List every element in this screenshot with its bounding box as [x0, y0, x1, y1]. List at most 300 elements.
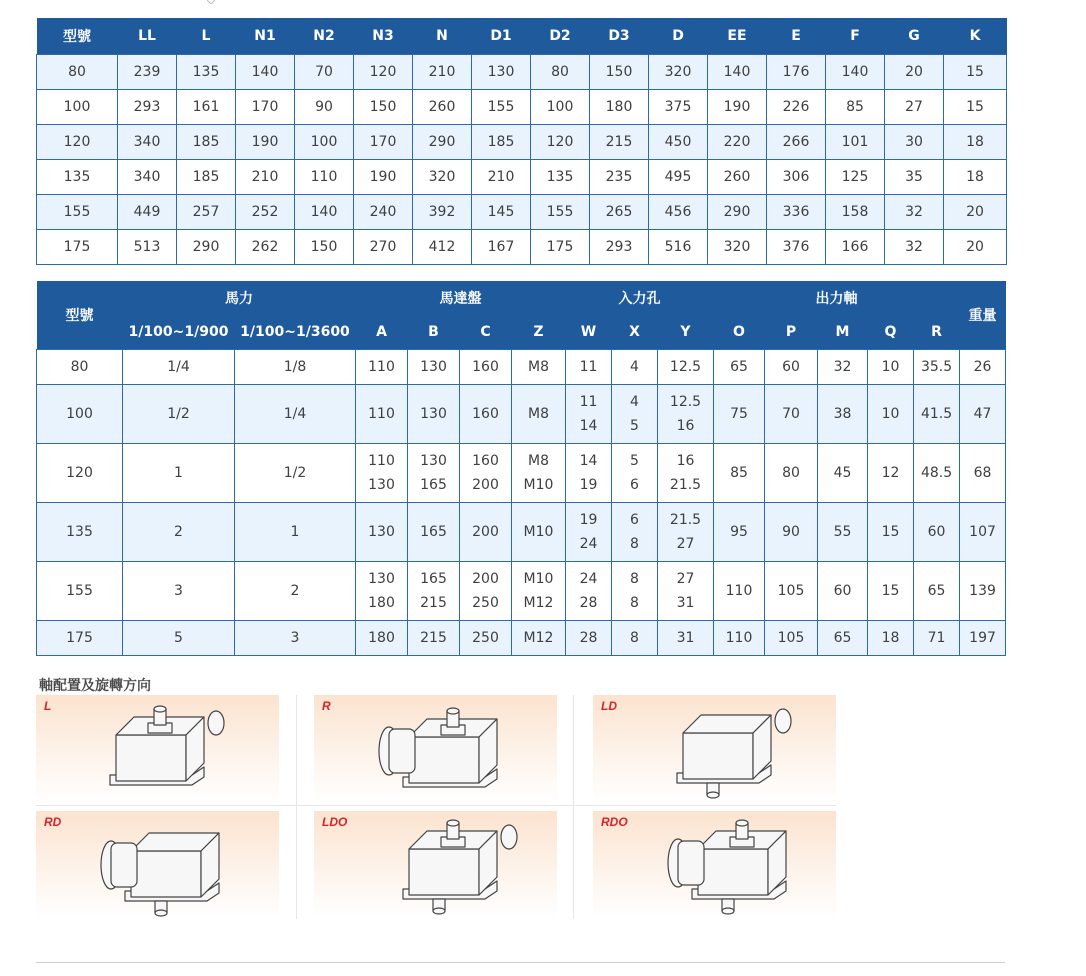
table-cell: 70 — [295, 55, 354, 90]
table-cell: 176 — [767, 55, 826, 90]
column-header: LL — [118, 18, 177, 55]
table-cell: 30 — [885, 125, 944, 160]
table-row — [37, 562, 1006, 621]
cell-line: 19 — [579, 477, 598, 493]
table-cell: 120 — [354, 55, 413, 90]
column-header: Q — [868, 315, 914, 350]
table-cell — [356, 621, 408, 656]
table-cell: 85 — [714, 444, 765, 503]
cell-line: 200 — [472, 524, 499, 540]
table-cell: 260 — [413, 90, 472, 125]
dimension-table-header — [37, 18, 1007, 55]
table-cell: 260 — [708, 160, 767, 195]
cell-line: M8 — [528, 406, 549, 422]
table-cell: 456 — [649, 195, 708, 230]
table-cell: 71 — [914, 621, 960, 656]
table-cell: 5 — [123, 621, 235, 656]
table-row — [37, 125, 1007, 160]
table-cell: 41.5 — [914, 385, 960, 444]
table-cell: 120 — [37, 125, 118, 160]
table-cell: 15 — [944, 90, 1007, 125]
cell-line: M10 — [523, 571, 554, 587]
table-cell: 3 — [235, 621, 356, 656]
config-label: R — [322, 699, 331, 713]
table-cell — [612, 385, 658, 444]
table-cell: 135 — [37, 503, 123, 562]
table-cell: 18 — [944, 125, 1007, 160]
cell-line: 165 — [420, 477, 447, 493]
table-cell: 516 — [649, 230, 708, 265]
table-cell — [612, 444, 658, 503]
table-cell: 125 — [826, 160, 885, 195]
config-tile-LDO — [314, 811, 557, 919]
cell-line: 6 — [630, 477, 639, 493]
table-cell: 210 — [472, 160, 531, 195]
table-cell: 180 — [590, 90, 649, 125]
cell-line: 160 — [472, 406, 499, 422]
table-cell: 1/8 — [235, 350, 356, 385]
table-cell: 239 — [118, 55, 177, 90]
column-header: B — [408, 315, 460, 350]
table-row — [37, 55, 1007, 90]
table-cell — [408, 562, 460, 621]
table-row — [37, 90, 1007, 125]
cell-line: 5 — [630, 418, 639, 434]
table-cell: 376 — [767, 230, 826, 265]
table-cell: 60 — [765, 350, 818, 385]
table-cell: 60 — [818, 562, 868, 621]
cell-line: 130 — [420, 406, 447, 422]
cell-line: 16 — [676, 453, 695, 469]
table-cell — [566, 621, 612, 656]
table-cell: 60 — [914, 503, 960, 562]
table-cell: 197 — [960, 621, 1006, 656]
table-cell: 170 — [354, 125, 413, 160]
header-motor-plate: 馬達盤 — [356, 281, 566, 315]
table-cell — [612, 350, 658, 385]
column-header: D2 — [531, 18, 590, 55]
column-header: N3 — [354, 18, 413, 55]
column-header: K — [944, 18, 1007, 55]
table-cell: 2 — [123, 503, 235, 562]
table-cell: 412 — [413, 230, 472, 265]
table-cell — [408, 621, 460, 656]
cell-line: 21.5 — [669, 512, 702, 528]
table-cell: 101 — [826, 125, 885, 160]
table-cell — [658, 503, 714, 562]
table-cell — [460, 385, 512, 444]
table-cell — [566, 444, 612, 503]
column-header: N — [413, 18, 472, 55]
table-cell: 85 — [826, 90, 885, 125]
column-header: A — [356, 315, 408, 350]
table-cell: 167 — [472, 230, 531, 265]
table-cell: 265 — [590, 195, 649, 230]
cell-line: 250 — [472, 630, 499, 646]
table-cell — [356, 350, 408, 385]
table-cell: 175 — [531, 230, 590, 265]
config-label: LDO — [322, 815, 348, 829]
table-cell: 190 — [354, 160, 413, 195]
table-cell: 47 — [960, 385, 1006, 444]
table-cell — [566, 503, 612, 562]
column-header: X — [612, 315, 658, 350]
table-cell: 210 — [413, 55, 472, 90]
column-header: Z — [512, 315, 566, 350]
cell-line: 19 — [579, 512, 598, 528]
table-cell: 48.5 — [914, 444, 960, 503]
header-weight: 重量 — [960, 281, 1006, 350]
table-cell: 95 — [714, 503, 765, 562]
header-input-hole: 入力孔 — [566, 281, 714, 315]
column-header: N1 — [236, 18, 295, 55]
table-cell: 130 — [472, 55, 531, 90]
column-header: E — [767, 18, 826, 55]
table-cell: 18 — [868, 621, 914, 656]
cell-line: 24 — [579, 571, 598, 587]
config-tile-RD — [36, 811, 279, 919]
table-cell: 20 — [885, 55, 944, 90]
column-header: D1 — [472, 18, 531, 55]
cell-line: 110 — [368, 453, 395, 469]
table-cell — [512, 562, 566, 621]
column-header: 1/100~1/3600 — [235, 315, 356, 350]
dimension-table — [36, 18, 1007, 265]
table-row — [37, 621, 1006, 656]
table-row — [37, 350, 1006, 385]
table-cell — [408, 350, 460, 385]
table-cell: 150 — [590, 55, 649, 90]
table-row — [37, 503, 1006, 562]
table-cell — [460, 350, 512, 385]
table-cell: 392 — [413, 195, 472, 230]
table-cell: 1/2 — [123, 385, 235, 444]
table-row — [37, 195, 1007, 230]
table-cell: 27 — [885, 90, 944, 125]
column-header: Y — [658, 315, 714, 350]
table-cell — [460, 503, 512, 562]
table-cell: 105 — [765, 562, 818, 621]
table-cell: 20 — [944, 230, 1007, 265]
column-header: P — [765, 315, 818, 350]
table-cell: 140 — [236, 55, 295, 90]
table-cell: 1 — [235, 503, 356, 562]
table-cell: 240 — [354, 195, 413, 230]
table-cell: 340 — [118, 125, 177, 160]
table-cell: 110 — [714, 562, 765, 621]
table-cell — [658, 444, 714, 503]
table-cell: 220 — [708, 125, 767, 160]
column-header: 1/100~1/900 — [123, 315, 235, 350]
table-cell — [512, 350, 566, 385]
table-cell — [512, 385, 566, 444]
table-cell: 10 — [868, 385, 914, 444]
column-header: C — [460, 315, 512, 350]
table-cell: 170 — [236, 90, 295, 125]
table-cell — [460, 562, 512, 621]
table-row — [37, 385, 1006, 444]
table-cell: 290 — [177, 230, 236, 265]
table-cell: 320 — [708, 230, 767, 265]
cell-line: 27 — [676, 571, 695, 587]
column-header: O — [714, 315, 765, 350]
table-cell: 10 — [868, 350, 914, 385]
cell-line: 130 — [368, 571, 395, 587]
table-cell: 252 — [236, 195, 295, 230]
table-cell: 1/2 — [235, 444, 356, 503]
table-cell: 120 — [531, 125, 590, 160]
cell-line: 200 — [472, 477, 499, 493]
cell-line: 6 — [630, 512, 639, 528]
table-cell: 100 — [37, 90, 118, 125]
cell-line: M10 — [523, 477, 554, 493]
cell-line: 31 — [676, 595, 695, 611]
table-cell: 262 — [236, 230, 295, 265]
table-cell — [512, 444, 566, 503]
table-cell: 68 — [960, 444, 1006, 503]
cell-line: 12.5 — [669, 394, 702, 410]
header-horsepower: 馬力 — [123, 281, 356, 315]
table-cell: 12 — [868, 444, 914, 503]
cell-line: 215 — [420, 630, 447, 646]
header-model: 型號 — [37, 281, 123, 350]
cell-line: 160 — [472, 453, 499, 469]
table-cell: 290 — [708, 195, 767, 230]
top-notch-icon — [207, 0, 215, 4]
table-cell: 1/4 — [123, 350, 235, 385]
table-cell: 336 — [767, 195, 826, 230]
table-cell: 135 — [37, 160, 118, 195]
table-cell — [612, 621, 658, 656]
table-cell: 139 — [960, 562, 1006, 621]
table-cell: 340 — [118, 160, 177, 195]
table-cell: 32 — [818, 350, 868, 385]
table-cell: 100 — [295, 125, 354, 160]
cell-line: 180 — [368, 595, 395, 611]
table-cell: 18 — [944, 160, 1007, 195]
table-cell: 90 — [295, 90, 354, 125]
config-tile-RDO — [593, 811, 836, 919]
cell-line: 31 — [676, 630, 695, 646]
table-cell: 161 — [177, 90, 236, 125]
table-cell: 35.5 — [914, 350, 960, 385]
gearbox-R-icon — [314, 695, 557, 803]
table-cell: 270 — [354, 230, 413, 265]
table-cell: 120 — [37, 444, 123, 503]
table-cell: 375 — [649, 90, 708, 125]
table-cell: 80 — [37, 350, 123, 385]
table-cell: 190 — [236, 125, 295, 160]
table-cell: 100 — [37, 385, 123, 444]
column-header: EE — [708, 18, 767, 55]
config-grid — [36, 695, 836, 919]
cell-line: 8 — [630, 595, 639, 611]
column-header: N2 — [295, 18, 354, 55]
table-cell — [460, 621, 512, 656]
table-cell — [566, 562, 612, 621]
table-cell: 293 — [590, 230, 649, 265]
cell-line: 110 — [368, 406, 395, 422]
table-cell: 65 — [914, 562, 960, 621]
table-cell — [658, 385, 714, 444]
gearbox-RDO-icon — [593, 811, 836, 919]
table-cell: 3 — [123, 562, 235, 621]
column-header: D — [649, 18, 708, 55]
cell-line: 16 — [676, 418, 695, 434]
cell-line: 215 — [420, 595, 447, 611]
cell-line: 14 — [579, 418, 598, 434]
cell-line: 110 — [368, 359, 395, 375]
table-cell: 70 — [765, 385, 818, 444]
config-section-title: 軸配置及旋轉方向 — [39, 678, 151, 694]
table-cell: 215 — [590, 125, 649, 160]
table-cell: 235 — [590, 160, 649, 195]
cell-line: 130 — [420, 453, 447, 469]
cell-line: 24 — [579, 536, 598, 552]
table-cell: 290 — [413, 125, 472, 160]
cell-line: 130 — [420, 359, 447, 375]
bottom-divider — [36, 962, 1005, 963]
cell-line: 28 — [579, 630, 598, 646]
table-cell: 80 — [531, 55, 590, 90]
column-header: M — [818, 315, 868, 350]
cell-line: 180 — [368, 630, 395, 646]
table-cell: 293 — [118, 90, 177, 125]
column-header: W — [566, 315, 612, 350]
column-header: R — [914, 315, 960, 350]
cell-line: 4 — [630, 394, 639, 410]
table-cell: 135 — [531, 160, 590, 195]
config-label: RD — [44, 815, 62, 829]
table-cell: 105 — [765, 621, 818, 656]
table-cell: 140 — [826, 55, 885, 90]
cell-line: M10 — [523, 524, 554, 540]
table-row — [37, 444, 1006, 503]
table-cell: 32 — [885, 195, 944, 230]
table-cell: 495 — [649, 160, 708, 195]
table-cell: 1/4 — [235, 385, 356, 444]
table-cell: 513 — [118, 230, 177, 265]
gearbox-RD-icon — [36, 811, 279, 919]
table-cell: 155 — [37, 562, 123, 621]
table-cell: 32 — [885, 230, 944, 265]
table-cell: 65 — [714, 350, 765, 385]
table-cell: 15 — [868, 503, 914, 562]
table-cell: 100 — [531, 90, 590, 125]
table-cell: 135 — [177, 55, 236, 90]
table-cell: 185 — [177, 125, 236, 160]
table-cell: 155 — [531, 195, 590, 230]
cell-line: M8 — [528, 453, 549, 469]
table-cell: 257 — [177, 195, 236, 230]
table-cell: 75 — [714, 385, 765, 444]
cell-line: 4 — [630, 359, 639, 375]
table-cell — [658, 350, 714, 385]
table-cell: 150 — [354, 90, 413, 125]
gearbox-LDO-icon — [314, 811, 557, 919]
table-cell: 15 — [944, 55, 1007, 90]
table-row — [37, 230, 1007, 265]
cell-line: 11 — [579, 359, 598, 375]
cell-line: 250 — [472, 595, 499, 611]
table-cell: 35 — [885, 160, 944, 195]
table-cell: 320 — [413, 160, 472, 195]
table-cell: 140 — [708, 55, 767, 90]
table-cell: 55 — [818, 503, 868, 562]
table-cell: 65 — [818, 621, 868, 656]
table-cell: 26 — [960, 350, 1006, 385]
table-cell — [408, 444, 460, 503]
config-label: RDO — [601, 815, 628, 829]
cell-line: 8 — [630, 571, 639, 587]
motor-table-header-top — [37, 281, 1006, 315]
table-cell — [356, 562, 408, 621]
cell-line: 8 — [630, 630, 639, 646]
cell-line: M12 — [523, 595, 554, 611]
config-tile-LD — [593, 695, 836, 803]
table-cell — [356, 444, 408, 503]
cell-line: 5 — [630, 453, 639, 469]
table-cell — [658, 562, 714, 621]
table-cell: 158 — [826, 195, 885, 230]
table-cell: 266 — [767, 125, 826, 160]
table-cell — [512, 621, 566, 656]
cell-line: 21.5 — [669, 477, 702, 493]
table-cell: 38 — [818, 385, 868, 444]
cell-line: 130 — [368, 477, 395, 493]
table-cell: 45 — [818, 444, 868, 503]
table-cell — [356, 385, 408, 444]
table-cell: 190 — [708, 90, 767, 125]
gearbox-LD-icon — [593, 695, 836, 803]
table-cell: 145 — [472, 195, 531, 230]
table-cell: 175 — [37, 230, 118, 265]
table-cell: 449 — [118, 195, 177, 230]
table-cell — [566, 350, 612, 385]
table-row — [37, 160, 1007, 195]
table-cell: 80 — [37, 55, 118, 90]
motor-table-header-sub — [37, 315, 1006, 350]
table-cell: 110 — [714, 621, 765, 656]
table-cell: 1 — [123, 444, 235, 503]
table-cell: 15 — [868, 562, 914, 621]
table-cell: 2 — [235, 562, 356, 621]
table-cell — [356, 503, 408, 562]
header-output-shaft: 出力軸 — [714, 281, 960, 315]
table-cell: 155 — [37, 195, 118, 230]
config-tile-R — [314, 695, 557, 803]
table-cell — [408, 503, 460, 562]
table-cell — [512, 503, 566, 562]
spec-tables — [36, 18, 1005, 656]
config-label: L — [44, 699, 52, 713]
table-cell — [460, 444, 512, 503]
table-cell: 306 — [767, 160, 826, 195]
motor-table — [36, 281, 1006, 656]
config-label: LD — [601, 699, 617, 713]
table-cell: 155 — [472, 90, 531, 125]
cell-line: 160 — [472, 359, 499, 375]
table-cell — [658, 621, 714, 656]
table-cell: 450 — [649, 125, 708, 160]
cell-line: 8 — [630, 536, 639, 552]
cell-line: M8 — [528, 359, 549, 375]
table-cell: 210 — [236, 160, 295, 195]
table-cell: 140 — [295, 195, 354, 230]
column-header: L — [177, 18, 236, 55]
table-cell: 107 — [960, 503, 1006, 562]
column-header: F — [826, 18, 885, 55]
